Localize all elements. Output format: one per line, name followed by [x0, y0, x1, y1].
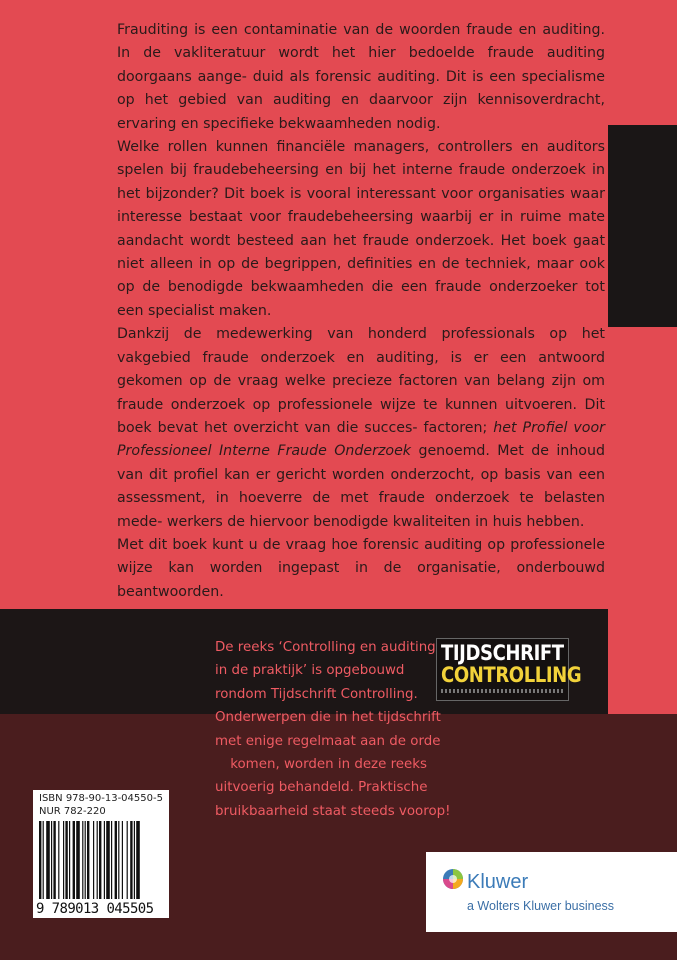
- blurb-line: precieze factoren van belang zijn om fraude onderzoek op professionele: [117, 373, 605, 413]
- blurb-line: genoemd. Met: [418, 443, 524, 460]
- blurb-paragraph-2: [117, 136, 605, 323]
- tijdschrift-controlling-logo: [436, 638, 582, 701]
- logo-decorative-strip: [441, 689, 564, 693]
- blurb-line: kan worden ingepast in de organisatie, onderbouwd beantwoorden.: [117, 560, 606, 600]
- kluwer-globe-icon: [442, 868, 464, 890]
- blurb-paragraph-3: [117, 323, 605, 534]
- series-band-edge: [608, 609, 677, 714]
- barcode-bar: [118, 821, 119, 899]
- blurb-line: fraude onderzoek. Het boek gaat niet alleen in op de begrippen, definities: [117, 232, 606, 273]
- blurb-line: en daarvoor zijn kennisoverdracht, ervaring en specifieke bekwaamheden: [117, 92, 605, 132]
- blurb-line: Dankzij de medewerking van honderd professionals op het vakgebied fraude: [117, 326, 605, 366]
- blurb-line: een assessment, in hoeverre de met fraude onderzoek te belasten mede-: [117, 466, 605, 530]
- blurb-line: Dit boek is vooral interessant voor organisaties waar interesse bestaat voor: [117, 185, 605, 226]
- publisher-name: Kluwer: [467, 871, 529, 893]
- barcode-bar: [65, 821, 67, 899]
- blurb-line: factoren;: [423, 419, 488, 436]
- profile-title-italic: het Profiel voor Professioneel Interne Fraude Onderzoek: [117, 419, 605, 460]
- barcode-bar: [122, 821, 123, 899]
- barcode-bar: [39, 821, 41, 899]
- blurb-paragraph-4: [117, 534, 605, 604]
- barcode-bar: [85, 821, 86, 899]
- barcode-bar: [58, 821, 59, 899]
- blurb-line: bij fraudebeheersing en bij het interne fraude onderzoek in het bijzonder?: [117, 162, 605, 202]
- blurb-line: wijze te kunnen uitvoeren. Dit boek bevat het overzicht van die succes-: [117, 396, 605, 436]
- blurb-line: Welke rollen kunnen financiële managers, controllers en auditors spelen: [117, 139, 605, 179]
- series-line: rondom Tijdschrift Controlling.: [215, 686, 418, 702]
- blurb-line: onderzoeker tot een specialist maken.: [117, 279, 605, 319]
- barcode-bar: [136, 821, 140, 899]
- barcode-digits: 9 789013 045505: [36, 901, 154, 917]
- blurb-line: duid als forensic auditing. Dit is een specialisme op het gebied van auditing: [117, 68, 605, 109]
- barcode-bar: [127, 821, 128, 899]
- barcode-bar: [99, 821, 101, 899]
- barcode-bar: [73, 821, 75, 899]
- series-line: met enige regelmaat aan de orde: [215, 733, 441, 749]
- blurb-line: en de techniek, maar ook op de benodigde bekwaamheden die een fraude: [117, 256, 605, 296]
- barcode-bar: [104, 821, 105, 899]
- blurb-line: nodig.: [396, 115, 441, 132]
- series-line: komen, worden in deze reeks: [230, 757, 427, 773]
- series-line: bruikbaarheid staat steeds voorop!: [215, 803, 451, 819]
- barcode-bar: [130, 821, 132, 899]
- barcode-bar: [115, 821, 117, 899]
- series-line: uitvoerig behandeld. Praktische: [215, 780, 428, 796]
- barcode-bar: [53, 821, 55, 899]
- barcode-bar: [134, 821, 135, 899]
- isbn-number: ISBN 978-90-13-04550-5: [39, 793, 163, 804]
- barcode-bar: [82, 821, 83, 899]
- barcode-bars: [37, 821, 165, 901]
- blurb-paragraph-1: [117, 19, 605, 136]
- barcode-bar: [111, 821, 112, 899]
- barcode-bar: [106, 821, 110, 899]
- blurb-line: werkers de hiervoor benodigde kwaliteiten in huis hebben.: [166, 513, 585, 530]
- blurb-line: vakliteratuur wordt het hier bedoelde fraude auditing doorgaans aange-: [117, 45, 606, 85]
- blurb-line: Frauditing is een contaminatie van de woorden fraude en auditing. In de: [117, 22, 605, 62]
- blurb-line: onderzoek en auditing, is er een antwoord gekomen op de vraag welke: [117, 349, 605, 390]
- barcode-bar: [46, 821, 50, 899]
- blurb-line: Met dit boek kunt u de vraag hoe forensic auditing op professionele wijze: [117, 536, 605, 577]
- barcode-bar: [97, 821, 98, 899]
- barcode-bar: [87, 821, 89, 899]
- barcode-bar: [51, 821, 52, 899]
- blurb-line: de inhoud van dit profiel kan er gericht worden onderzocht, op basis van: [117, 443, 605, 483]
- series-line: De reeks ‘Controlling en auditing: [215, 640, 436, 655]
- barcode-bar: [93, 821, 94, 899]
- publisher-logo-panel: [426, 852, 677, 932]
- series-line: Onderwerpen die in het tijdschrift: [215, 710, 441, 726]
- barcode-bar: [76, 821, 80, 899]
- isbn-barcode-block: [33, 790, 169, 918]
- barcode-bar: [63, 821, 64, 899]
- logo-line-controlling: CONTROLLING: [441, 663, 582, 687]
- blurb-line: fraudebeheersing waarbij er in ruime mate aandacht wordt besteed aan het: [117, 209, 605, 249]
- series-line: in de praktijk’ is opgebouwd: [215, 663, 405, 679]
- nur-code: NUR 782-220: [39, 806, 106, 817]
- barcode-bar: [43, 821, 44, 899]
- barcode-bar: [69, 821, 70, 899]
- black-edge-tab: [608, 125, 677, 327]
- blurb-text: [117, 19, 605, 604]
- publisher-tagline: a Wolters Kluwer business: [467, 899, 615, 913]
- logo-line-tijdschrift: TIJDSCHRIFT: [441, 641, 564, 665]
- series-description: [215, 636, 451, 823]
